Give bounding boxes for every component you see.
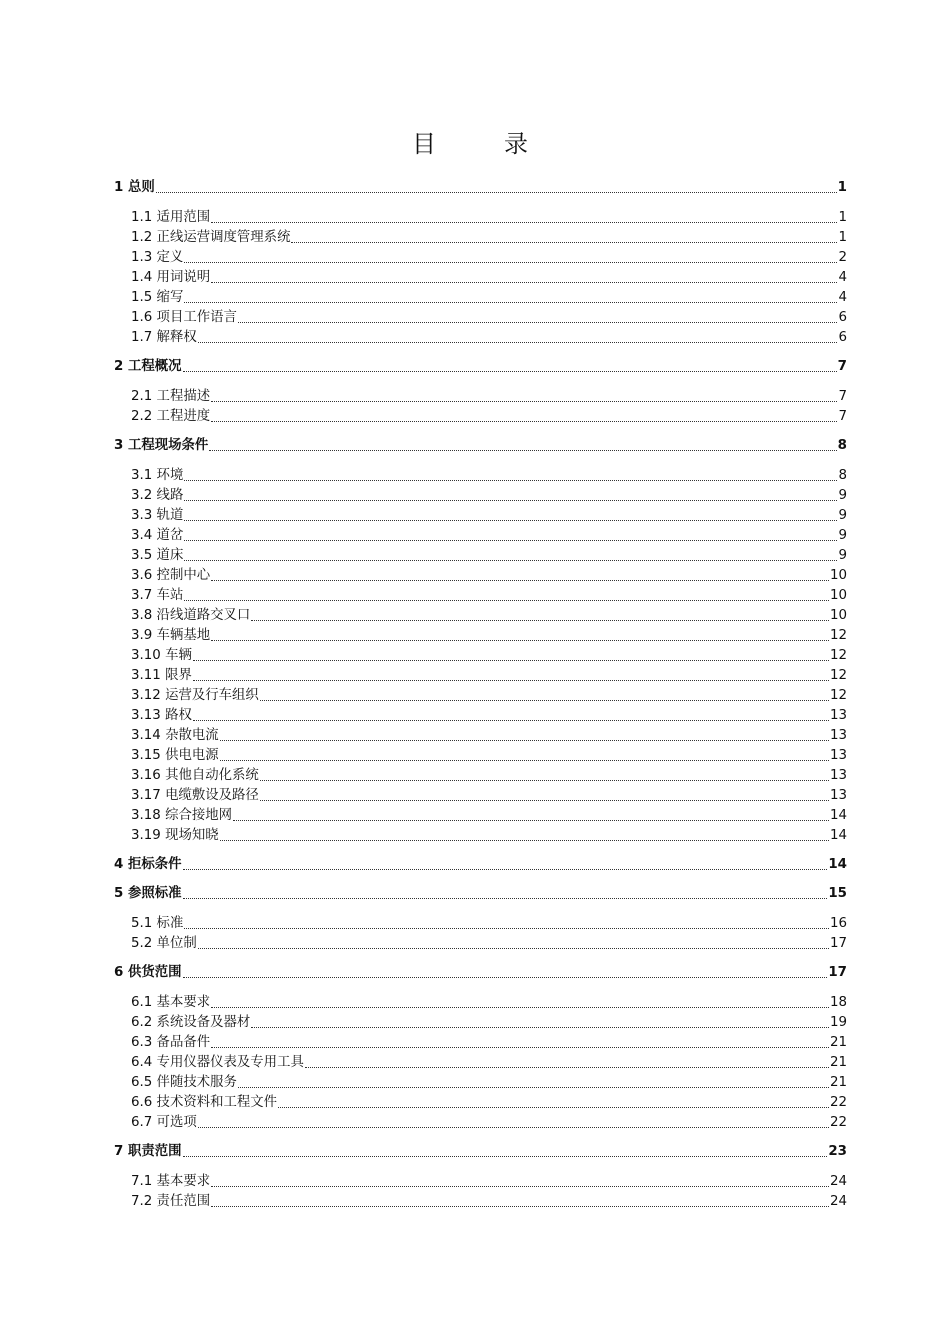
toc-entry-page-number: 13 bbox=[829, 708, 847, 723]
toc-entry-label: 6 供货范围 bbox=[114, 965, 182, 980]
toc-entry-page-number: 10 bbox=[829, 568, 847, 583]
toc-section-entry[interactable] bbox=[114, 1013, 847, 1033]
toc-section-entry[interactable] bbox=[114, 626, 847, 646]
toc-entry-label: 6.3 备品备件 bbox=[131, 1035, 211, 1050]
toc-entry-label: 3.5 道床 bbox=[131, 548, 184, 563]
dot-leader bbox=[211, 580, 829, 581]
toc-entry-page-number: 19 bbox=[829, 1015, 847, 1030]
toc-entry-label: 1 总则 bbox=[114, 180, 155, 195]
toc-entry-label: 3.8 沿线道路交叉口 bbox=[131, 608, 251, 623]
toc-section-entry[interactable] bbox=[114, 248, 847, 268]
dot-leader bbox=[184, 520, 837, 521]
toc-section-entry[interactable] bbox=[114, 806, 847, 826]
toc-entry-page-number: 13 bbox=[829, 768, 847, 783]
dot-leader bbox=[211, 401, 837, 402]
toc-entry-page-number: 12 bbox=[829, 688, 847, 703]
toc-section-entry[interactable] bbox=[114, 993, 847, 1013]
toc-section-entry[interactable] bbox=[114, 914, 847, 934]
toc-section-entry[interactable] bbox=[114, 1033, 847, 1053]
dot-leader bbox=[251, 620, 829, 621]
dot-leader bbox=[183, 371, 837, 372]
toc-entry-page-number: 1 bbox=[838, 230, 847, 245]
dot-leader bbox=[183, 1156, 828, 1157]
toc-section-entry[interactable] bbox=[114, 1053, 847, 1073]
toc-entry-label: 3.9 车辆基地 bbox=[131, 628, 211, 643]
toc-section-entry[interactable] bbox=[114, 1192, 847, 1212]
toc-entry-page-number: 24 bbox=[829, 1194, 847, 1209]
toc-entry-label: 6.5 伴随技术服务 bbox=[131, 1075, 237, 1090]
dot-leader bbox=[184, 480, 837, 481]
toc-entry-page-number: 4 bbox=[838, 270, 847, 285]
dot-leader bbox=[211, 1007, 829, 1008]
toc-entry-label: 5 参照标准 bbox=[114, 886, 182, 901]
toc-entry-page-number: 13 bbox=[829, 748, 847, 763]
toc-entry-label: 3.4 道岔 bbox=[131, 528, 184, 543]
toc-entry-label: 1.6 项目工作语言 bbox=[131, 310, 237, 325]
toc-entry-label: 3.2 线路 bbox=[131, 488, 184, 503]
toc-entry-page-number: 15 bbox=[828, 886, 847, 901]
toc-entry-page-number: 7 bbox=[838, 389, 847, 404]
toc-entry-page-number: 4 bbox=[838, 290, 847, 305]
page-title: 目 录 bbox=[412, 130, 550, 158]
toc-section-entry[interactable] bbox=[114, 726, 847, 746]
toc-entry-page-number: 23 bbox=[828, 1144, 847, 1159]
dot-leader bbox=[211, 1047, 829, 1048]
toc-section-entry[interactable] bbox=[114, 526, 847, 546]
table-of-contents bbox=[114, 178, 847, 1212]
toc-section-entry[interactable] bbox=[114, 586, 847, 606]
toc-section-entry[interactable] bbox=[114, 407, 847, 427]
toc-section-entry[interactable] bbox=[114, 646, 847, 666]
toc-entry-page-number: 21 bbox=[829, 1035, 847, 1050]
toc-entry-page-number: 7 bbox=[838, 409, 847, 424]
toc-entry-page-number: 12 bbox=[829, 628, 847, 643]
dot-leader bbox=[278, 1107, 829, 1108]
dot-leader bbox=[211, 421, 837, 422]
toc-section-entry[interactable] bbox=[114, 666, 847, 686]
toc-section-entry[interactable] bbox=[114, 328, 847, 348]
toc-entry-label: 3.13 路权 bbox=[131, 708, 192, 723]
toc-entry-page-number: 7 bbox=[837, 359, 847, 374]
toc-section-entry[interactable] bbox=[114, 606, 847, 626]
dot-leader bbox=[183, 977, 828, 978]
toc-entry-page-number: 10 bbox=[829, 608, 847, 623]
dot-leader bbox=[184, 600, 829, 601]
toc-section-entry[interactable] bbox=[114, 786, 847, 806]
toc-section-entry[interactable] bbox=[114, 746, 847, 766]
toc-entry-label: 2.1 工程描述 bbox=[131, 389, 211, 404]
toc-entry-page-number: 6 bbox=[838, 310, 847, 325]
toc-entry-page-number: 21 bbox=[829, 1055, 847, 1070]
dot-leader bbox=[184, 500, 837, 501]
toc-entry-label: 3.16 其他自动化系统 bbox=[131, 768, 259, 783]
toc-section-entry[interactable] bbox=[114, 506, 847, 526]
toc-entry-page-number: 24 bbox=[829, 1174, 847, 1189]
toc-entry-page-number: 12 bbox=[829, 648, 847, 663]
toc-entry-label: 3.12 运营及行车组织 bbox=[131, 688, 259, 703]
toc-chapter-entry[interactable] bbox=[114, 1142, 847, 1162]
toc-entry-label: 6.6 技术资料和工程文件 bbox=[131, 1095, 278, 1110]
dot-leader bbox=[209, 450, 836, 451]
toc-entry-label: 1.5 缩写 bbox=[131, 290, 184, 305]
dot-leader bbox=[291, 242, 837, 243]
dot-leader bbox=[198, 948, 829, 949]
toc-section-entry[interactable] bbox=[114, 308, 847, 328]
dot-leader bbox=[184, 928, 829, 929]
toc-entry-label: 5.2 单位制 bbox=[131, 936, 197, 951]
dot-leader bbox=[198, 342, 838, 343]
dot-leader bbox=[220, 760, 829, 761]
toc-section-entry[interactable] bbox=[114, 387, 847, 407]
dot-leader bbox=[183, 869, 828, 870]
toc-section-entry[interactable] bbox=[114, 826, 847, 846]
toc-entry-page-number: 8 bbox=[838, 468, 847, 483]
dot-leader bbox=[156, 192, 837, 193]
dot-leader bbox=[238, 322, 838, 323]
toc-entry-label: 7 职责范围 bbox=[114, 1144, 182, 1159]
dot-leader bbox=[198, 1127, 829, 1128]
toc-chapter-entry[interactable] bbox=[114, 357, 847, 377]
dot-leader bbox=[184, 560, 837, 561]
toc-section-entry[interactable] bbox=[114, 686, 847, 706]
dot-leader bbox=[260, 780, 829, 781]
dot-leader bbox=[193, 680, 829, 681]
toc-section-entry[interactable] bbox=[114, 268, 847, 288]
toc-entry-page-number: 6 bbox=[838, 330, 847, 345]
toc-entry-label: 5.1 标准 bbox=[131, 916, 184, 931]
toc-entry-label: 2 工程概况 bbox=[114, 359, 182, 374]
dot-leader bbox=[184, 540, 837, 541]
toc-entry-page-number: 1 bbox=[838, 210, 847, 225]
toc-entry-label: 6.1 基本要求 bbox=[131, 995, 211, 1010]
toc-entry-page-number: 1 bbox=[837, 180, 847, 195]
toc-entry-page-number: 22 bbox=[829, 1115, 847, 1130]
toc-entry-page-number: 14 bbox=[829, 828, 847, 843]
toc-section-entry[interactable] bbox=[114, 566, 847, 586]
toc-entry-label: 1.1 适用范围 bbox=[131, 210, 211, 225]
toc-entry-page-number: 17 bbox=[828, 965, 847, 980]
toc-entry-label: 6.2 系统设备及器材 bbox=[131, 1015, 251, 1030]
dot-leader bbox=[220, 740, 829, 741]
dot-leader bbox=[260, 800, 829, 801]
toc-chapter-entry[interactable] bbox=[114, 884, 847, 904]
toc-chapter-entry[interactable] bbox=[114, 178, 847, 198]
toc-entry-page-number: 9 bbox=[838, 488, 847, 503]
toc-entry-page-number: 17 bbox=[829, 936, 847, 951]
toc-entry-label: 3.18 综合接地网 bbox=[131, 808, 233, 823]
toc-chapter-entry[interactable] bbox=[114, 855, 847, 875]
toc-entry-page-number: 9 bbox=[838, 548, 847, 563]
toc-section-entry[interactable] bbox=[114, 766, 847, 786]
toc-entry-label: 3.11 限界 bbox=[131, 668, 192, 683]
toc-entry-page-number: 18 bbox=[829, 995, 847, 1010]
toc-entry-label: 3.10 车辆 bbox=[131, 648, 192, 663]
toc-section-entry[interactable] bbox=[114, 1093, 847, 1113]
toc-entry-page-number: 2 bbox=[838, 250, 847, 265]
dot-leader bbox=[211, 1206, 829, 1207]
toc-entry-page-number: 21 bbox=[829, 1075, 847, 1090]
toc-entry-label: 1.7 解释权 bbox=[131, 330, 197, 345]
dot-leader bbox=[305, 1067, 829, 1068]
toc-entry-label: 6.7 可选项 bbox=[131, 1115, 197, 1130]
toc-entry-label: 2.2 工程进度 bbox=[131, 409, 211, 424]
toc-section-entry[interactable] bbox=[114, 486, 847, 506]
toc-entry-label: 3 工程现场条件 bbox=[114, 438, 209, 453]
toc-section-entry[interactable] bbox=[114, 208, 847, 228]
dot-leader bbox=[211, 222, 837, 223]
toc-entry-label: 7.2 责任范围 bbox=[131, 1194, 211, 1209]
toc-section-entry[interactable] bbox=[114, 1113, 847, 1133]
dot-leader bbox=[233, 820, 829, 821]
dot-leader bbox=[211, 640, 829, 641]
toc-entry-label: 3.7 车站 bbox=[131, 588, 184, 603]
toc-entry-page-number: 16 bbox=[829, 916, 847, 931]
toc-entry-label: 3.6 控制中心 bbox=[131, 568, 211, 583]
toc-chapter-entry[interactable] bbox=[114, 963, 847, 983]
dot-leader bbox=[220, 840, 829, 841]
toc-entry-page-number: 8 bbox=[837, 438, 847, 453]
dot-leader bbox=[211, 282, 837, 283]
toc-entry-label: 1.4 用词说明 bbox=[131, 270, 211, 285]
toc-entry-label: 3.14 杂散电流 bbox=[131, 728, 219, 743]
dot-leader bbox=[184, 262, 837, 263]
toc-entry-page-number: 12 bbox=[829, 668, 847, 683]
toc-entry-page-number: 13 bbox=[829, 788, 847, 803]
dot-leader bbox=[260, 700, 829, 701]
toc-entry-label: 6.4 专用仪器仪表及专用工具 bbox=[131, 1055, 304, 1070]
toc-entry-label: 1.2 正线运营调度管理系统 bbox=[131, 230, 291, 245]
toc-section-entry[interactable] bbox=[114, 288, 847, 308]
toc-entry-label: 3.1 环境 bbox=[131, 468, 184, 483]
toc-entry-label: 7.1 基本要求 bbox=[131, 1174, 211, 1189]
toc-section-entry[interactable] bbox=[114, 1172, 847, 1192]
toc-section-entry[interactable] bbox=[114, 1073, 847, 1093]
dot-leader bbox=[183, 898, 828, 899]
toc-section-entry[interactable] bbox=[114, 228, 847, 248]
toc-entry-label: 3.15 供电电源 bbox=[131, 748, 219, 763]
toc-entry-label: 3.19 现场知晓 bbox=[131, 828, 219, 843]
toc-entry-label: 4 拒标条件 bbox=[114, 857, 182, 872]
toc-chapter-entry[interactable] bbox=[114, 436, 847, 456]
toc-entry-page-number: 14 bbox=[828, 857, 847, 872]
dot-leader bbox=[211, 1186, 829, 1187]
dot-leader bbox=[193, 720, 829, 721]
dot-leader bbox=[193, 660, 829, 661]
toc-section-entry[interactable] bbox=[114, 546, 847, 566]
toc-entry-page-number: 9 bbox=[838, 508, 847, 523]
toc-entry-label: 1.3 定义 bbox=[131, 250, 184, 265]
toc-section-entry[interactable] bbox=[114, 934, 847, 954]
dot-leader bbox=[184, 302, 837, 303]
toc-entry-page-number: 22 bbox=[829, 1095, 847, 1110]
dot-leader bbox=[238, 1087, 829, 1088]
toc-entry-label: 3.3 轨道 bbox=[131, 508, 184, 523]
toc-section-entry[interactable] bbox=[114, 466, 847, 486]
toc-entry-page-number: 9 bbox=[838, 528, 847, 543]
toc-entry-page-number: 13 bbox=[829, 728, 847, 743]
dot-leader bbox=[251, 1027, 829, 1028]
toc-entry-page-number: 14 bbox=[829, 808, 847, 823]
toc-entry-page-number: 10 bbox=[829, 588, 847, 603]
toc-section-entry[interactable] bbox=[114, 706, 847, 726]
toc-entry-label: 3.17 电缆敷设及路径 bbox=[131, 788, 259, 803]
